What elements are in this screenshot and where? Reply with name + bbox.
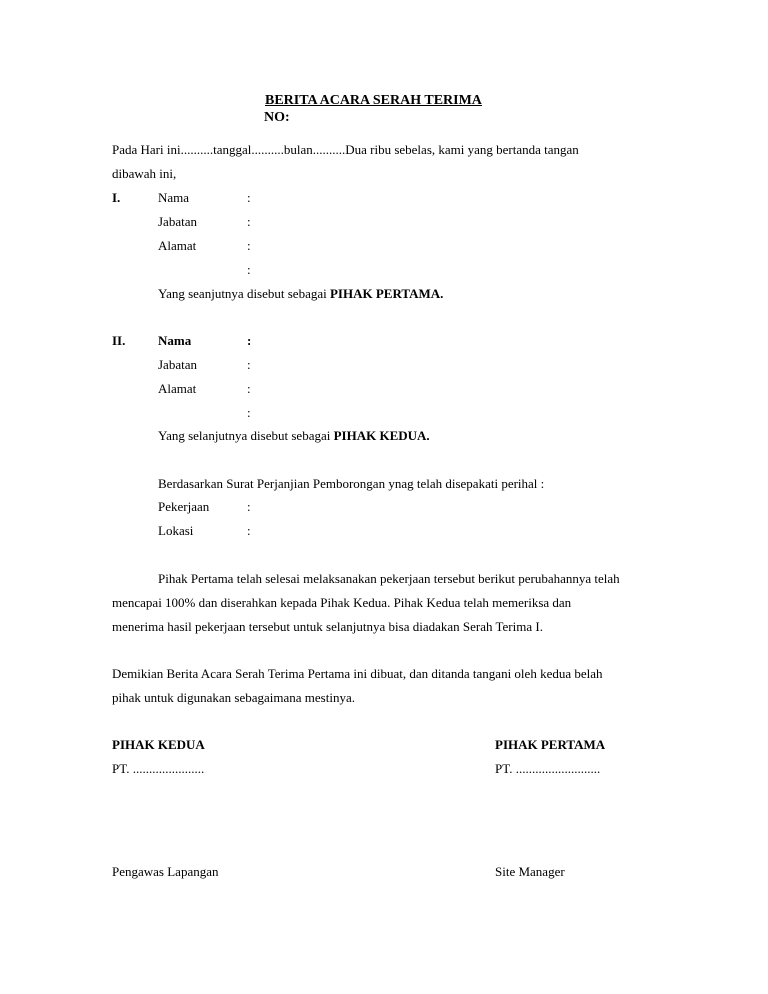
- party1-field-jabatan: Jabatan: [158, 214, 197, 229]
- signature-right-company: PT. ..........................: [495, 761, 601, 776]
- agreement-colon: :: [247, 523, 251, 538]
- intro-line-1: Pada Hari ini..........tanggal..........bulan..........Dua ribu sebelas, kami yang bertanda tangan: [112, 142, 579, 157]
- party1-field-nama: Nama: [158, 190, 190, 205]
- document-title: BERITA ACARA SERAH TERIMA: [265, 93, 482, 108]
- intro-line-2: dibawah ini,: [112, 166, 177, 181]
- party1-colon: :: [247, 190, 251, 205]
- signature-right-party: PIHAK PERTAMA: [495, 737, 606, 752]
- party1-colon: :: [247, 238, 251, 253]
- signature-left-company: PT. ......................: [112, 761, 205, 776]
- agreement-intro: Berdasarkan Surat Perjanjian Pemborongan ynag telah disepakati perihal :: [158, 476, 545, 491]
- party2-colon: :: [247, 405, 251, 420]
- party2-colon: :: [247, 333, 252, 348]
- body-line-2: mencapai 100% dan diserahkan kepada Pihak Kedua. Pihak Kedua telah memeriksa dan: [112, 595, 572, 610]
- document-number-label: NO:: [264, 110, 290, 125]
- party2-statement: Yang selanjutnya disebut sebagai PIHAK KEDUA.: [158, 428, 430, 443]
- party1-colon: :: [247, 262, 251, 277]
- signature-right-role: Site Manager: [495, 864, 565, 879]
- signature-left-role: Pengawas Lapangan: [112, 864, 219, 879]
- agreement-field-lokasi: Lokasi: [158, 523, 194, 538]
- agreement-colon: :: [247, 499, 251, 514]
- signature-left-party: PIHAK KEDUA: [112, 737, 205, 752]
- party2-field-jabatan: Jabatan: [158, 357, 197, 372]
- party2-field-alamat: Alamat: [158, 381, 197, 396]
- closing-line-2: pihak untuk digunakan sebagaimana mestinya.: [112, 690, 355, 705]
- body-line-3: menerima hasil pekerjaan tersebut untuk selanjutnya bisa diadakan Serah Terima I.: [112, 619, 543, 634]
- party1-field-alamat: Alamat: [158, 238, 197, 253]
- party1-colon: :: [247, 214, 251, 229]
- party2-colon: :: [247, 381, 251, 396]
- party1-statement: Yang seanjutnya disebut sebagai PIHAK PERTAMA.: [158, 286, 444, 301]
- party1-numeral: I.: [112, 190, 121, 205]
- party2-numeral: II.: [112, 333, 126, 348]
- agreement-field-pekerjaan: Pekerjaan: [158, 499, 210, 514]
- party2-field-nama: Nama: [158, 333, 192, 348]
- party2-colon: :: [247, 357, 251, 372]
- closing-line-1: Demikian Berita Acara Serah Terima Pertama ini dibuat, dan ditanda tangani oleh kedua belah: [112, 666, 603, 681]
- body-line-1: Pihak Pertama telah selesai melaksanakan pekerjaan tersebut berikut perubahannya telah: [158, 571, 620, 586]
